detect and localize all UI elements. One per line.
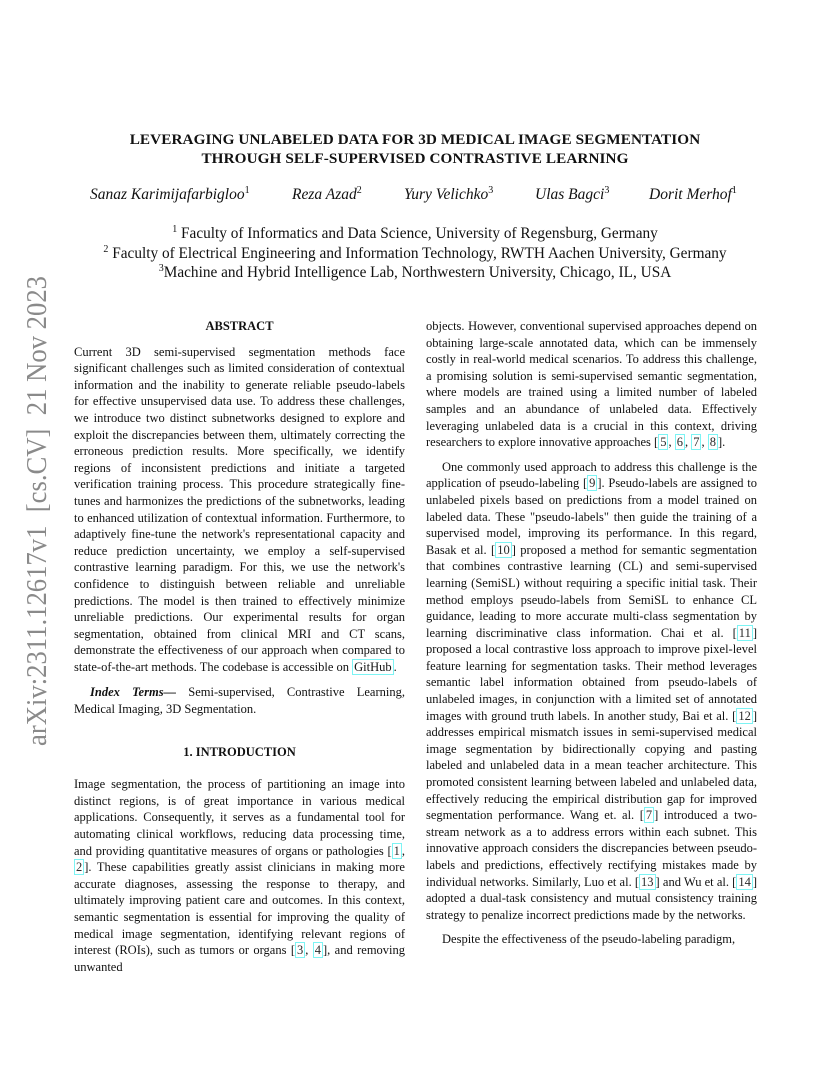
intro-paragraph-1: Image segmentation, the process of partitioning an image into distinct regions, is of great importance in various medical applications. Consequently, it serves as a fundamental tool for automating clinical workflows, reducing data processing time, and providing quantitative measures of organs or pathologies [ 1 , 2 ]. These capabilities greatly assist clinicians in making more accurate diagnoses, assessing the response to therapy, and ultimately improving patient care and outcomes. In this context, semantic segmentation is essential for improving the quality of medical image segmentation, identifying relevant regions of interest (ROIs), such as tumors or organs [ 3 , 4 ], and removing unwanted [74,777,406,974]
right-column [426,318,757,948]
affiliation-1: $^1$ Faculty of Informatics and Data Science, University of Regensburg, Germany [172,223,658,242]
citation-1[interactable]: 1 [393,843,400,858]
abstract-body: Current 3D semi-supervised segmentation methods face significant challenges such as limited consideration of contextual information and the inability to generate reliable pseudo-labels for effective unsupervised data use. To address these challenges, we introduce two distinct subnetworks designed to explore and exploit the discrepancies between them, ultimately correcting the erroneous prediction results. More specifically, we identify regions of inconsistent predictions and initiate a targeted verification training process. This procedure strategically fine-tunes and harmonizes the predictions of the subnetworks, leading to enhanced utilization of contextual information. Furthermore, to adaptively fine-tune the network's representational capacity and reduce prediction uncertainty, we employ a self-supervised contrastive learning paradigm. For this, we use the network's confidence to distinguish between reliable and unreliable predictions. The model is then trained to effectively minimize unreliable predictions. Our experimental results for organ segmentation, obtained from clinical MRI and CT scans, demonstrate the effectiveness of our approach when compared to state-of-the-art methods. The codebase is accessible on GitHub . [74,344,405,674]
title-line-2: THROUGH SELF-SUPERVISED CONTRASTIVE LEARNING [201,150,629,167]
citation-5[interactable]: 5 [660,435,667,450]
paper-title [70,130,760,168]
title-line-1: LEVERAGING UNLABELED DATA FOR 3D MEDICAL IMAGE SEGMENTATION [129,131,701,148]
citation-2[interactable]: 2 [76,860,83,875]
citation-9[interactable]: 9 [589,476,596,491]
author-list [70,186,770,208]
affiliation-2: $^2$ Faculty of Electrical Engineering and Information Technology, RWTH Aachen University, Germany [103,243,727,262]
abstract-heading: ABSTRACT [205,319,274,333]
citation-3[interactable]: 3 [297,943,304,958]
right-paragraph-1: objects. However, conventional supervised approaches depend on obtaining large-scale annotated data, which can be immensely costly in real-world medical scenarios. To address this challenge, a promising solution is semi-supervised semantic segmentation, where models are trained using a limited number of labeled samples and an abundance of unlabeled data. Effectively leveraging unlabeled data is a crucial in this context, driving researchers to explore innovative approaches [ 5 , 6 , 7 , 8 ]. [426,319,757,450]
author-1: Sanaz Karimijafarbigloo$^1$ [90,184,250,203]
author-3: Yury Velichko$^3$ [404,184,494,203]
citation-8[interactable]: 8 [709,435,716,450]
citation-14[interactable]: 14 [738,874,751,889]
citation-6[interactable]: 6 [676,435,683,450]
citation-7-repeat[interactable]: 7 [645,808,653,823]
arxiv-identifier-stamp [14,270,54,750]
arxiv-identifier-text: arXiv:2311.12617v1 [cs.CV] 21 Nov 2023 [22,270,53,746]
citation-10[interactable]: 10 [497,542,510,557]
affiliation-list [60,224,770,283]
author-2: Reza Azad$^2$ [292,184,362,203]
citation-12[interactable]: 12 [738,708,751,723]
github-link[interactable]: GitHub [354,659,392,674]
author-4: Ulas Bagci$^3$ [535,184,610,203]
right-paragraph-2: One commonly used approach to address this challenge is the application of pseudo-labeling [ 9 ]. Pseudo-labels are assigned to unlabeled pixels based on predictions from a model trained on labeled data. These "pseudo-labels" then guide the training of a supervised model, improving its performance. In this regard, Basak et al. [ 10 ] proposed a method for semantic segmentation that combines contrastive learning (CL) and semi-supervised learning (SemiSL) without requiring a specific initial task. Their method employs pseudo-labels from SemiSL to enhance CL guidance, leading to more accurate multi-class segmentation by learning discriminative class information. Chai et al. [ 11 ] proposed a local contrastive loss approach to improve pixel-level feature learning for segmentation tasks. Their method leverages semantic label information obtained from pseudo-labels of unlabeled images, in conjunction with a limited set of annotated images with ground truth labels. In another study, Bai et al. [ 12 ] addresses empirical mismatch issues in semi-supervised medical image segmentation by bidirectionally copying and pasting labeled and unlabeled data in a mean teacher architecture. This promoted consistent learning between labeled and unlabeled data, effectively reducing the empirical distribution gap for improved segmentation performance. Wang et. al. [ 7 ] introduced a two-stream network as a to address errors within each subnet. This innovative approach considers the discrepancies between pseudo-labels and predictions, effectively rectifying mistakes made by individual networks. Similarly, Luo et al. [ 13 ] and Wu et al. [ 14 ] adopted a dual-task consistency and mutual consistency training strategy to penalize incorrect predictions made by the networks. [426,459,757,922]
citation-7[interactable]: 7 [693,435,700,450]
author-5: Dorit Merhof$^1$ [649,184,737,203]
citation-4[interactable]: 4 [314,943,322,958]
index-terms: Index Terms— Semi-supervised, Contrastive Learning, Medical Imaging, 3D Segmentation. [74,685,405,717]
left-column [74,318,405,975]
citation-11[interactable]: 11 [738,625,751,640]
introduction-heading: 1. INTRODUCTION [183,744,296,759]
right-paragraph-3: Despite the effectiveness of the pseudo-labeling paradigm, [442,932,736,947]
affiliation-3: $^3$Machine and Hybrid Intelligence Lab, Northwestern University, Chicago, IL, USA [158,262,672,281]
citation-13[interactable]: 13 [641,874,654,889]
